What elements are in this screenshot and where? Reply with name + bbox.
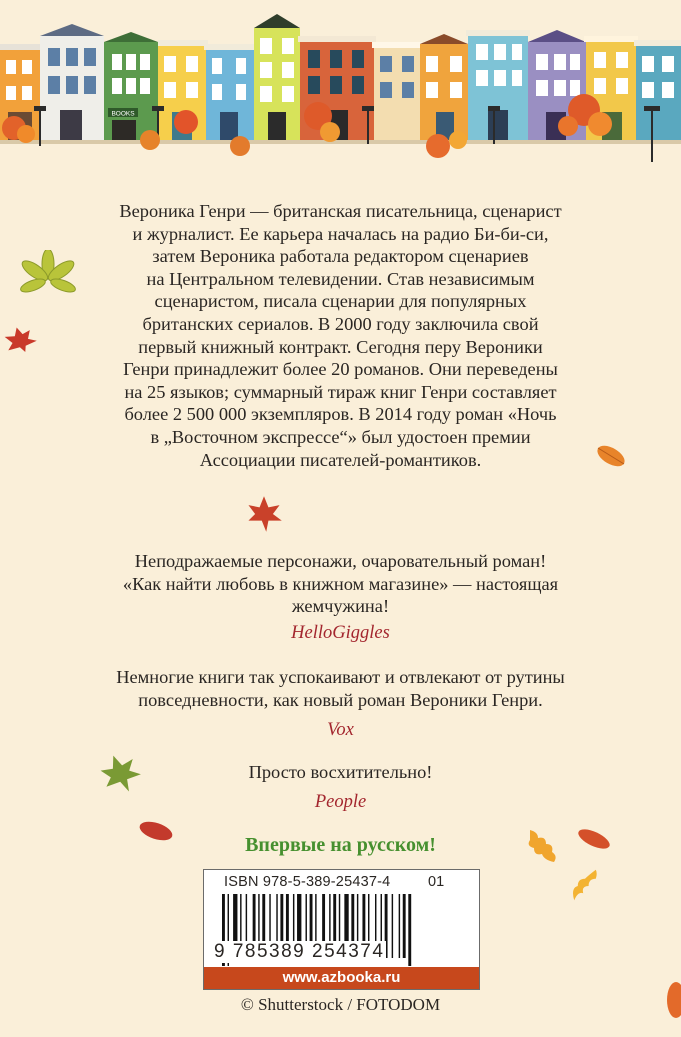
house-green-bookshop [104, 32, 158, 140]
review-line: повседневности, как новый роман Вероники Генри. [138, 689, 543, 710]
house-white [40, 24, 104, 140]
bookshop-sign: BOOKS [111, 110, 135, 118]
review-source: Vox [327, 720, 354, 740]
leaf-icon [662, 980, 681, 1020]
isbn-addon: 01 [428, 874, 445, 890]
barcode-block [203, 869, 480, 990]
review-line: Неподражаемые персонажи, очаровательный роман! [134, 551, 547, 571]
review-quote [40, 666, 641, 711]
barcode-bar [392, 894, 393, 958]
maple-leaf-icon [244, 494, 284, 534]
oak-leaf-icon [568, 868, 602, 904]
bio-line: более 2 500 000 экземпляров. В 2014 году роман «Ночь [124, 404, 557, 425]
isbn-text: ISBN 978-5-389-25437-4 [224, 874, 391, 890]
image-credit: © Shutterstock / FOTODOM [240, 995, 441, 1014]
house-cream [372, 42, 422, 140]
bio-line: затем Вероника работала редактором сценариев [152, 246, 529, 267]
bio-line: Вероника Генри — британская писательница, сценарист [119, 201, 562, 221]
barcode-bar [403, 894, 406, 958]
bio-line: на Центральном телевидении. Став независимым [146, 268, 535, 289]
house-teal-right [634, 40, 681, 140]
barcode-bar [399, 894, 400, 958]
author-bio [50, 200, 631, 471]
maple-leaf-icon [2, 325, 38, 355]
house-lime [254, 14, 300, 140]
bio-line: британских сериалов. В 2000 году заключила свой [142, 313, 539, 334]
review-source: People [314, 792, 367, 812]
review-line: «Как найти любовь в книжном магазине» — настоящая [122, 573, 559, 594]
house-blue [204, 44, 256, 140]
review-line: Немногие книги так успокаивают и отвлекают от рутины [116, 667, 565, 687]
tagline: Впервые на русском! [245, 834, 436, 856]
review-quote [40, 550, 641, 618]
review-source: HelloGiggles [291, 623, 390, 643]
barcode-bar [408, 894, 411, 966]
barcode-digits: 9 785389 254374 [214, 941, 385, 962]
review-line: жемчужина! [291, 596, 390, 617]
bio-line: Ассоциации писателей-романтиков. [199, 449, 482, 470]
bio-line: первый книжный контракт. Сегодня перу Вероники [138, 336, 543, 357]
bio-line: на 25 языков; суммарный тираж книг Генри составляет [124, 381, 557, 402]
street-illustration [0, 0, 681, 170]
publisher-website[interactable]: www.azbooka.ru [204, 967, 479, 989]
review-quote [40, 761, 641, 784]
bio-line: в „Восточном экспрессе“» был удостоен премии [150, 426, 531, 447]
bio-line: сценаристом, писала сценарии для популярных [154, 291, 527, 312]
bio-line: и журналист. Ее карьера началась на радио Би-би-си, [132, 223, 549, 244]
review-line: Просто восхитительно! [248, 762, 433, 782]
bio-line: Генри принадлежит более 20 романов. Они переведены [123, 359, 558, 380]
house-teal [466, 30, 530, 140]
house-orange-mid [420, 34, 468, 140]
